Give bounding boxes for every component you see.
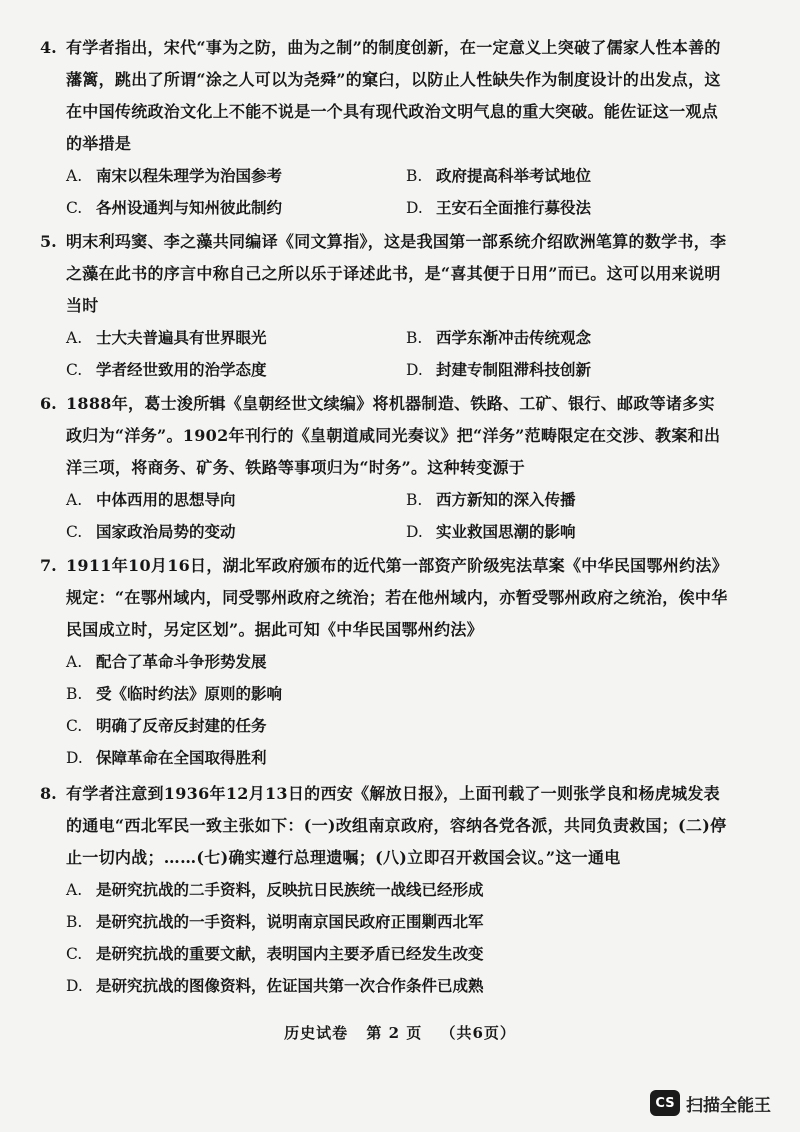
question-stem: 明末利玛窦、李之藻共同编译《同文算指》，这是我国第一部系统介绍欧洲笔算的数学书，李之藻在此书的序言中称自己之所以乐于译述此书，是“喜其便于日用”而已。这可以用来说明当时 — [66, 232, 727, 315]
question-stem: 有学者指出，宋代“事为之防，曲为之制”的制度创新，在一定意义上突破了儒家人性本善的藩篱，跳出了所谓“涂之人可以为尧舜”的窠臼，以防止人性缺失作为制度设计的出发点，这在中国传统政治文化上不能不说是一个具有现代政治文明气息的重大突破。能佐证这一观点的举措是 — [66, 38, 721, 153]
option-b: B. 受《临时约法》原则的影响 — [66, 684, 283, 703]
option-d: D. 实业救国思潮的影响 — [406, 522, 576, 541]
option-b: B. 是研究抗战的一手资料，说明南京国民政府正围剿西北军 — [66, 912, 484, 931]
question-6 — [40, 388, 730, 548]
option-b: B. 西方新知的深入传播 — [406, 490, 576, 509]
option-c: C. 学者经世致用的治学态度 — [66, 360, 267, 379]
camscanner-logo-icon: CS — [650, 1090, 680, 1116]
question-stem: 有学者注意到1936年12月13日的西安《解放日报》，上面刊载了一则张学良和杨虎城发表的通电“西北军民一致主张如下：(一)改组南京政府，容纳各党各派，共同负责救国；(二)停止一切内战；……(七)确实遵行总理遗嘱；(八)立即召开救国会议。”这一通电 — [66, 784, 727, 867]
option-d: D. 保障革命在全国取得胜利 — [66, 748, 267, 767]
option-b: B. 西学东渐冲击传统观念 — [406, 328, 592, 347]
question-number: 5. — [40, 232, 57, 251]
option-d: D. 王安石全面推行募役法 — [406, 198, 592, 217]
options — [66, 874, 730, 1002]
question-number: 7. — [40, 556, 57, 575]
question-5 — [40, 226, 730, 386]
option-a: A. 中体西用的思想导向 — [66, 490, 236, 509]
footer-subject: 历史试卷 — [284, 1024, 349, 1042]
scanner-watermark — [650, 1090, 771, 1116]
option-a: A. 是研究抗战的二手资料，反映抗日民族统一战线已经形成 — [66, 880, 484, 899]
option-a: A. 配合了革命斗争形势发展 — [66, 652, 267, 671]
question-number: 8. — [40, 784, 57, 803]
footer-total-pages: （共6页） — [440, 1024, 516, 1042]
options — [66, 484, 730, 548]
option-d: D. 封建专制阻滞科技创新 — [406, 360, 592, 379]
options — [66, 646, 730, 774]
question-stem: 1911年10月16日，湖北军政府颁布的近代第一部资产阶级宪法草案《中华民国鄂州约法》规定：“在鄂州域内，同受鄂州政府之统治；若在他州域内，亦暂受鄂州政府之统治，俟中华民国成立时，另定区划”。据此可知《中华民国鄂州约法》 — [66, 556, 728, 639]
option-a: A. 士大夫普遍具有世界眼光 — [66, 328, 267, 347]
question-8 — [40, 778, 730, 1002]
option-c: C. 各州设通判与知州彼此制约 — [66, 198, 283, 217]
option-b: B. 政府提高科举考试地位 — [406, 166, 592, 185]
watermark-name: 扫描全能王 — [686, 1095, 771, 1116]
question-7 — [40, 550, 730, 774]
option-a: A. 南宋以程朱理学为治国参考 — [66, 166, 283, 185]
option-d: D. 是研究抗战的图像资料，佐证国共第一次合作条件已成熟 — [66, 976, 484, 995]
option-c: C. 明确了反帝反封建的任务 — [66, 716, 267, 735]
question-4 — [40, 32, 730, 224]
option-c: C. 国家政治局势的变动 — [66, 522, 236, 541]
footer-page-number: 第 2 页 — [366, 1024, 423, 1042]
option-c: C. 是研究抗战的重要文献，表明国内主要矛盾已经发生改变 — [66, 944, 484, 963]
question-stem: 1888年，葛士浚所辑《皇朝经世文续编》将机器制造、铁路、工矿、银行、邮政等诸多实政归为“洋务”。1902年刊行的《皇朝道咸同光奏议》把“洋务”范畴限定在交涉、教案和出洋三项，将商务、矿务、铁路等事项归为“时务”。这种转变源于 — [66, 394, 721, 477]
options — [66, 322, 730, 386]
question-number: 4. — [40, 38, 57, 57]
options — [66, 160, 730, 224]
question-number: 6. — [40, 394, 57, 413]
page-footer — [0, 1022, 800, 1043]
